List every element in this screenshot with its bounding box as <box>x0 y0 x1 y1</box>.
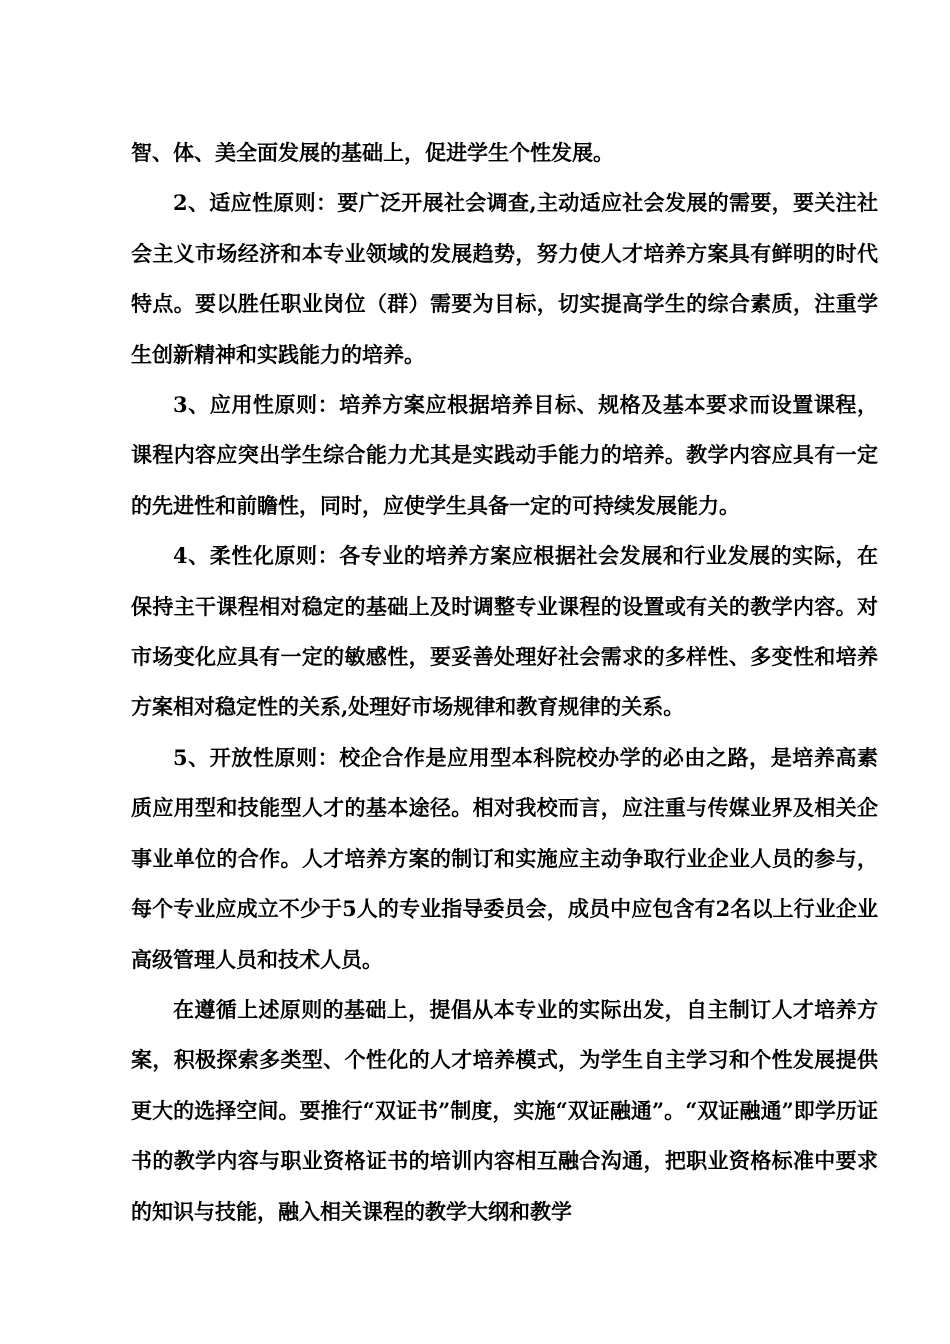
paragraph-continuation: 智、体、美全面发展的基础上，促进学生个性发展。 <box>131 140 614 165</box>
paragraph-flexibility-principle: 4、柔性化原则：各专业的培养方案应根据社会发展和行业发展的实际，在保持主干课程相对稳定的基础上及时调整专业课程的设置或有关的教学内容。对市场变化应具有一定的敏感性，要妥善处理好社会需求的多样性、多变性和培养方案相对稳定性的关系,处理好市场规律和教育规律的关系。 <box>131 543 878 720</box>
body-text <box>131 128 878 1237</box>
paragraph-adaptability-principle: 2、适应性原则：要广泛开展社会调查,主动适应社会发展的需要，要关注社会主义市场经济和本专业领域的发展趋势，努力使人才培养方案具有鲜明的时代特点。要以胜任职业岗位（群）需要为目标，切实提高学生的综合素质，注重学生创新精神和实践能力的培养。 <box>131 190 878 367</box>
paragraph-applicability-principle: 3、应用性原则：培养方案应根据培养目标、规格及基本要求而设置课程，课程内容应突出学生综合能力尤其是实践动手能力的培养。教学内容应具有一定的先进性和前瞻性，同时，应使学生具备一定的可持续发展能力。 <box>131 392 878 518</box>
paragraph-dual-certificate: 在遵循上述原则的基础上，提倡从本专业的实际出发，自主制订人才培养方案，积极探索多类型、个性化的人才培养模式，为学生自主学习和个性发展提供更大的选择空间。要推行“双证书”制度，实施“双证融通”。“双证融通”即学历证书的教学内容与职业资格证书的培训内容相互融合沟通，把职业资格标准中要求的知识与技能，融入相关课程的教学大纲和教学 <box>131 996 878 1224</box>
paragraph-openness-principle: 5、开放性原则：校企合作是应用型本科院校办学的必由之路，是培养高素质应用型和技能型人才的基本途径。相对我校而言，应注重与传媒业界及相关企事业单位的合作。人才培养方案的制订和实施应主动争取行业企业人员的参与，每个专业应成立不少于5人的专业指导委员会，成员中应包含有2名以上行业企业高级管理人员和技术人员。 <box>131 744 878 972</box>
